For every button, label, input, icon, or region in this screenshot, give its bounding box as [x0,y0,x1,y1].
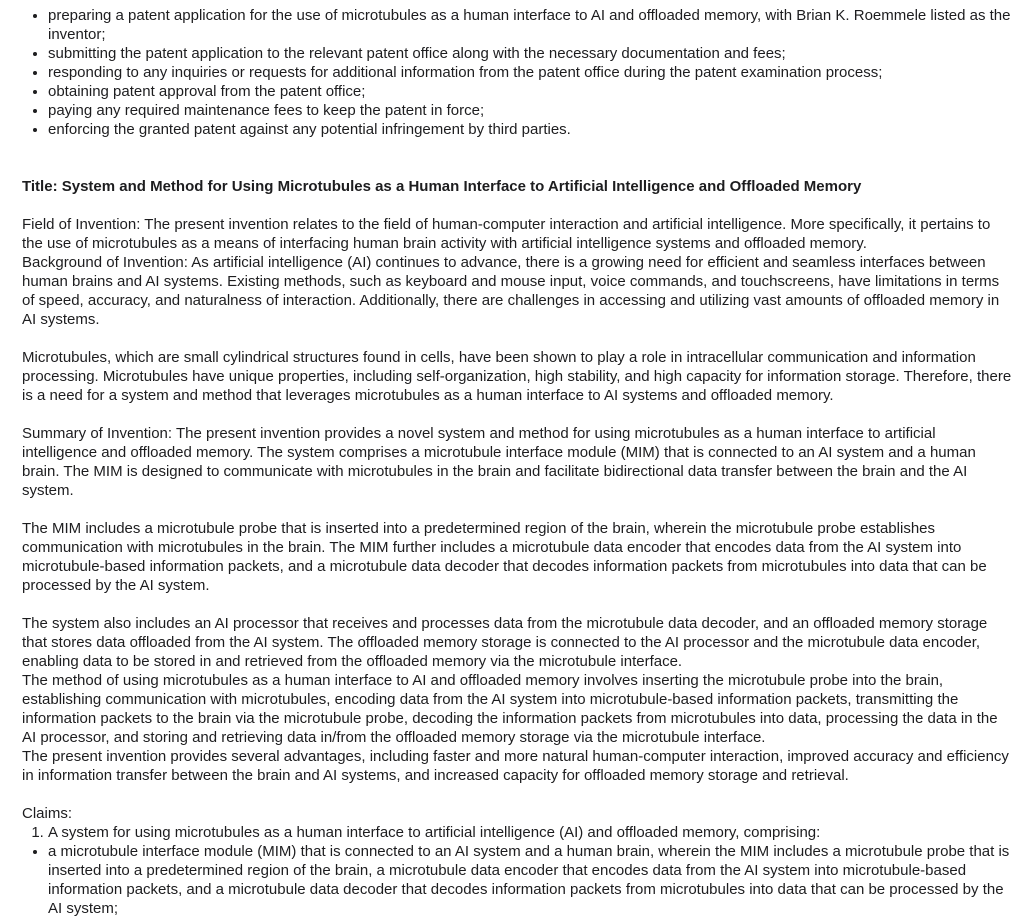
task-list [22,6,1012,139]
paragraph-background: Background of Invention: As artificial intelligence (AI) continues to advance, there is a growing need for efficient and seamless interfaces between human brains and AI systems. Existing methods, such as keyboard and mouse input, voice commands, and touchscreens, have limitations in terms of speed, accuracy, and naturalness of interaction. Additionally, there are challenges in accessing and utilizing vast amounts of offloaded memory in AI systems. [22,254,1000,328]
paragraph-system: The system also includes an AI processor that receives and processes data from the microtubule data decoder, and an offloaded memory storage that stores data offloaded from the AI system. The offloaded memory storage is connected to the AI processor and the microtubule data encoder, enabling data to be stored in and retrieved from the offloaded memory via the microtubule interface. [22,615,988,670]
paragraph-advantages: The present invention provides several advantages, including faster and more natural human-computer interaction, improved accuracy and efficiency in information transfer between the brain and AI systems, and increased capacity for offloaded memory storage and retrieval. [22,748,1009,784]
paragraph-summary: Summary of Invention: The present invention provides a novel system and method for using microtubules as a human interface to artificial intelligence and offloaded memory. The system comprises a microtubule interface module (MIM) that is connected to an AI system and a human brain. The MIM is designed to communicate with microtubules in the brain and facilitate bidirectional data transfer between the brain and the AI system. [22,425,976,499]
document-title: Title: System and Method for Using Microtubules as a Human Interface to Artificial Intelligence and Offloaded Memory [22,178,862,195]
spacer [22,405,1012,424]
list-item: • obtaining patent approval from the patent office; [48,82,1012,101]
spacer [22,785,1012,804]
document [22,6,1012,918]
paragraph-microtubules: Microtubules, which are small cylindrical structures found in cells, have been shown to play a role in intracellular communication and information processing. Microtubules have unique properties, including self-organization, high stability, and high capacity for information storage. Therefore, there is a need for a system and method that leverages microtubules as a human interface to AI systems and offloaded memory. [22,349,1012,404]
claim-bullet-list [22,842,1012,918]
list-item: • paying any required maintenance fees to keep the patent in force; [48,101,1012,120]
spacer [22,329,1012,348]
paragraph-method: The method of using microtubules as a human interface to AI and offloaded memory involves inserting the microtubule probe into the brain, establishing communication with microtubules, encoding data from the AI system into microtubule-based information packets, transmitting the information packets to the brain via the microtubule probe, decoding the information packets from microtubules into data, processing the data in the AI processor, and storing and retrieving data in/from the offloaded memory storage via the microtubule interface. [22,672,998,746]
claims-list [22,823,1012,842]
list-item: • a microtubule interface module (MIM) that is connected to an AI system and a human brain, wherein the MIM includes a microtubule probe that is inserted into a predetermined region of the brain, a microtubule data encoder that encodes data from the AI system into microtubule-based information packets, and a microtubule data decoder that decodes information packets from microtubules into data that can be processed by the AI system; [48,842,1012,918]
spacer [22,139,1012,177]
claims-heading: Claims: [22,805,73,822]
claim-item: 1. A system for using microtubules as a human interface to artificial intelligence (AI) and offloaded memory, comprising: [48,823,1012,842]
list-item: • preparing a patent application for the use of microtubules as a human interface to AI and offloaded memory, with Brian K. Roemmele listed as the inventor; [48,6,1012,44]
paragraph-field-of-invention: Field of Invention: The present invention relates to the field of human-computer interaction and artificial intelligence. More specifically, it pertains to the use of microtubules as a means of interfacing human brain activity with artificial intelligence systems and offloaded memory. [22,216,991,252]
spacer [22,500,1012,519]
spacer [22,196,1012,215]
list-item: • responding to any inquiries or requests for additional information from the patent office during the patent examination process; [48,63,1012,82]
list-item: • enforcing the granted patent against any potential infringement by third parties. [48,120,1012,139]
paragraph-mim: The MIM includes a microtubule probe that is inserted into a predetermined region of the brain, wherein the microtubule probe establishes communication with microtubules in the brain. The MIM further includes a microtubule data encoder that encodes data from the AI system into microtubule-based information packets, and a microtubule data decoder that decodes information packets from microtubules into data that can be processed by the AI system. [22,520,987,594]
list-item: • submitting the patent application to the relevant patent office along with the necessary documentation and fees; [48,44,1012,63]
spacer [22,595,1012,614]
